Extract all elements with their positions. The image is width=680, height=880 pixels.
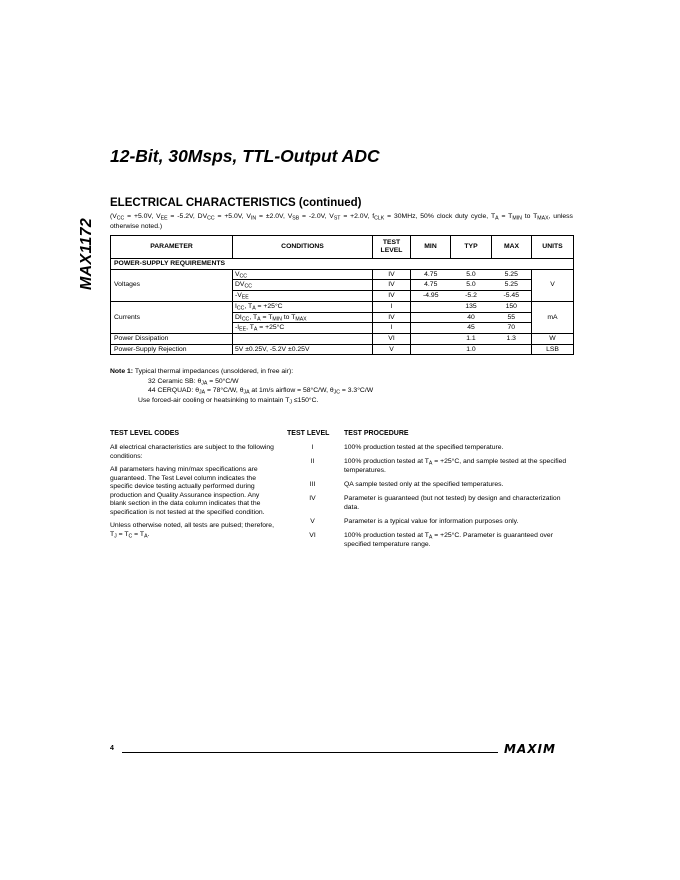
min-cell: 4.75 [411, 280, 451, 291]
max-cell [492, 344, 532, 355]
table-row [111, 344, 574, 355]
typ-cell: 5.0 [451, 280, 492, 291]
level-code-vi: VI [309, 532, 316, 539]
level-cell: IV [373, 312, 411, 323]
procedure-v: Parameter is a typical value for information purposes only. [344, 518, 519, 525]
level-code-iii: III [309, 481, 316, 488]
max-cell: 55 [492, 312, 532, 323]
codes-paragraph: All parameters having min/max specifications are guaranteed. The Test Level column indicates the specific device testing actually performed during production and Quality Assurance inspection. Any blank section in the data column indicates that the specification is not tested at the specified condition. [110, 466, 265, 516]
units-cell: W [532, 333, 574, 344]
header-typ: TYP [451, 236, 492, 259]
table-row [111, 301, 574, 312]
procedure-iv: Parameter is guaranteed (but not tested) by design and characterization data. [344, 495, 561, 511]
min-cell [411, 333, 451, 344]
cond-cell: $-V_{EE}$ [233, 291, 373, 302]
typ-cell: -5.2 [451, 291, 492, 302]
typ-cell: 1.1 [451, 333, 492, 344]
level-code-ii: II [310, 458, 315, 465]
procedure-ii: 100% production tested at $T_A = +25^\circ C$, and sample tested at the specified temperatures. [344, 458, 567, 474]
max-cell: 5.25 [492, 280, 532, 291]
section-label: POWER-SUPPLY REQUIREMENTS [111, 259, 574, 270]
typ-cell: 45 [451, 323, 492, 334]
electrical-characteristics-table [110, 235, 574, 355]
table-row [111, 333, 574, 344]
cond-cell: $DV_{CC}$ [233, 280, 373, 291]
procedure-i: 100% production tested at the specified temperature. [344, 444, 504, 451]
header-min: MIN [411, 236, 451, 259]
min-cell: -4.95 [411, 291, 451, 302]
level-cell: IV [373, 280, 411, 291]
codes-paragraph: All electrical characteristics are subject to the following conditions: [110, 444, 274, 460]
header-parameter: PARAMETER [111, 236, 233, 259]
typ-cell: 1.0 [451, 344, 492, 355]
footer-rule [122, 752, 498, 753]
max-cell: 150 [492, 301, 532, 312]
min-cell [411, 301, 451, 312]
param-currents: Currents [111, 301, 233, 333]
min-cell [411, 323, 451, 334]
test-level-codes-text [110, 444, 275, 544]
table-row [111, 269, 574, 280]
note-label: Note 1: [110, 368, 134, 375]
level-cell: IV [373, 291, 411, 302]
min-cell [411, 344, 451, 355]
procedure-vi: 100% production tested at $T_A = +25^\circ C$. Parameter is guaranteed over specified temperature range. [344, 532, 553, 548]
cond-cell: 5V ±0.25V, -5.2V ±0.25V [233, 344, 373, 355]
units-cell: LSB [532, 344, 574, 355]
maxim-logo: MAXIM [504, 742, 556, 756]
cond-cell: $-I_{EE}$, $T_A = +25^\circ C$ [233, 323, 373, 334]
level-cell: I [373, 323, 411, 334]
typ-cell: 5.0 [451, 269, 492, 280]
max-cell: 5.25 [492, 269, 532, 280]
test-level-codes-header: TEST LEVEL CODES [110, 430, 180, 437]
param-psr: Power-Supply Rejection [111, 344, 233, 355]
level-cell: IV [373, 269, 411, 280]
section-title: ELECTRICAL CHARACTERISTICS (continued) [110, 197, 362, 209]
header-test-level: TEST LEVEL [373, 236, 411, 259]
units-voltages: V [532, 269, 574, 301]
cond-cell [233, 333, 373, 344]
codes-paragraph: Unless otherwise noted, all tests are pulsed; therefore, $T_J = T_C = T_A$. [110, 522, 274, 539]
min-cell: 4.75 [411, 269, 451, 280]
header-max: MAX [492, 236, 532, 259]
test-level-header: TEST LEVEL [287, 430, 330, 437]
level-cell: V [373, 344, 411, 355]
typ-cell: 135 [451, 301, 492, 312]
typ-cell: 40 [451, 312, 492, 323]
cond-cell: $DI_{CC}$, $T_A = T_{MIN}$ to $T_{MAX}$ [233, 312, 373, 323]
level-code-i: I [311, 444, 314, 451]
max-cell: 1.3 [492, 333, 532, 344]
note-1: Note 1: Typical thermal impedances (unsoldered, in free air): 32 Ceramic SB: $\theta_{JA} = 50^\circ C/W$ 44 CERQUAD: $\theta_{JA} = 78^\circ C/W$, $\theta_{JA}$ at 1m/s airflow = 58°C/W, $\theta_{JC} = 3.3^\circ C/W$ Use forced-air cooling or heatsinking to maintain $T_J \le 150^\circ C$. [110, 368, 374, 406]
param-power-dissipation: Power Dissipation [111, 333, 233, 344]
header-conditions: CONDITIONS [233, 236, 373, 259]
section-row [111, 259, 574, 270]
table-header-row [111, 236, 574, 259]
cond-cell: $V_{CC}$ [233, 269, 373, 280]
param-voltages: Voltages [111, 269, 233, 301]
test-procedure-header: TEST PROCEDURE [344, 430, 409, 437]
side-part-number: MAX1172 [78, 217, 95, 290]
test-conditions: ($V_{CC} = +5.0V$, $V_{EE} = -5.2V$, $DV_{CC} = +5.0V$, $V_{IN} = \pm 2.0V$, $V_{SB} = -2.0V$, $V_{ST} = +2.0V$, $f_{CLK} = 30MHz$, 50% clock duty cycle, $T_A = T_{MIN}$ to $T_{MAX}$, unless otherwise noted.) [110, 213, 573, 230]
document-title: 12-Bit, 30Msps, TTL-Output ADC [110, 146, 380, 166]
level-cell: I [373, 301, 411, 312]
level-code-v: V [310, 518, 315, 525]
level-code-iv: IV [309, 495, 316, 502]
max-cell: 70 [492, 323, 532, 334]
procedure-iii: QA sample tested only at the specified temperatures. [344, 481, 504, 488]
page-number: 4 [110, 745, 114, 752]
units-currents: mA [532, 301, 574, 333]
min-cell [411, 312, 451, 323]
header-units: UNITS [532, 236, 574, 259]
cond-cell: $I_{CC}$, $T_A = +25^\circ C$ [233, 301, 373, 312]
level-cell: VI [373, 333, 411, 344]
max-cell: -5.45 [492, 291, 532, 302]
